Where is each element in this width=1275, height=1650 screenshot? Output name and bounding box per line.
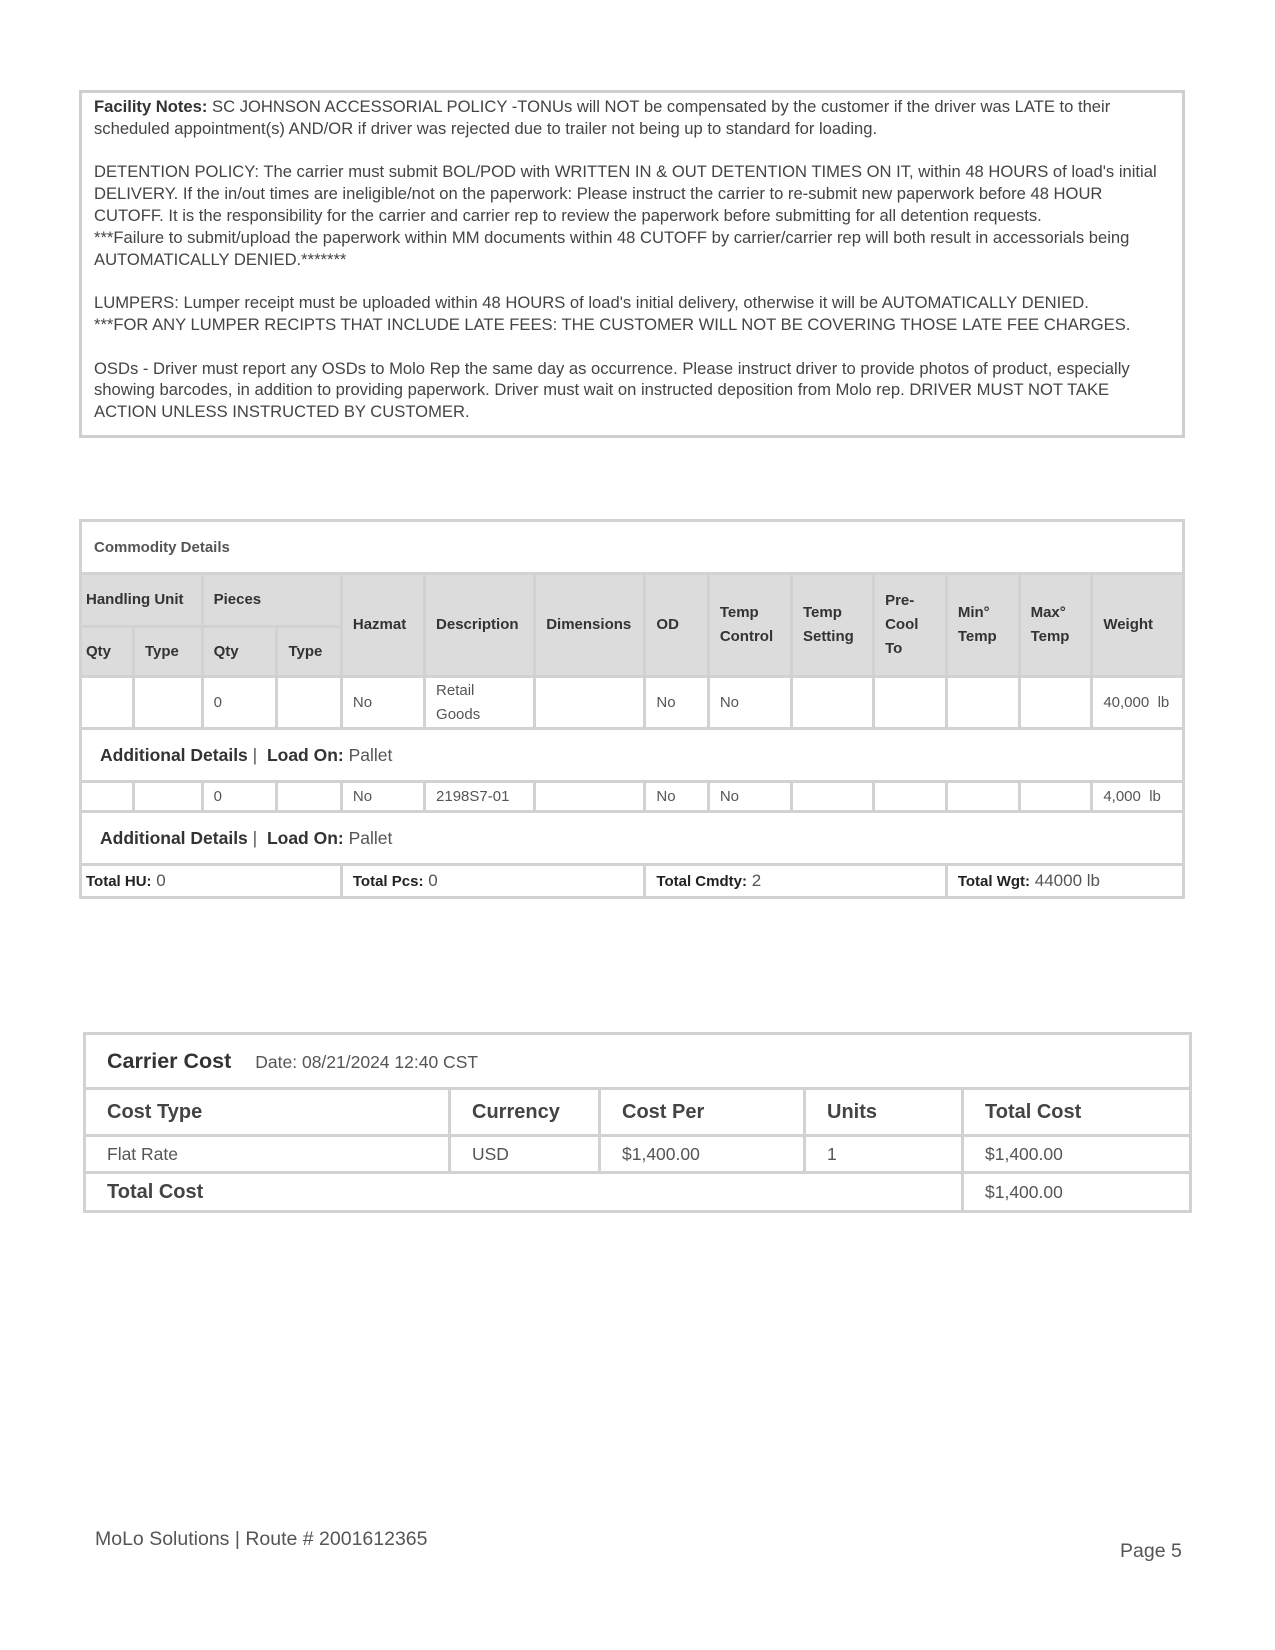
handling-unit-header: Handling Unit: [81, 574, 203, 627]
currency-cell: USD: [450, 1136, 600, 1173]
carrier-cost-title: Carrier Cost: [107, 1048, 232, 1073]
od-cell: No: [645, 782, 708, 812]
commodity-header-row: [81, 574, 1184, 627]
units-cell: 1: [805, 1136, 963, 1173]
units-header: Units: [805, 1089, 963, 1136]
carrier-cost-table: [83, 1032, 1192, 1213]
description-cell: 2198S7-01: [425, 782, 535, 812]
total-cmdty: Total Cmdty: 2: [645, 865, 946, 898]
footer-route: MoLo Solutions | Route # 2001612365: [95, 1528, 428, 1550]
cost-type-header: Cost Type: [85, 1089, 450, 1136]
total-wgt: Total Wgt: 44000 lb: [946, 865, 1183, 898]
facility-notes-intro: Facility Notes: SC JOHNSON ACCESSORIAL POLICY -TONUs will NOT be compensated by the customer if the driver was LATE to their scheduled appointment(s) AND/OR if driver was rejected due to trailer not being up to standard for loading.: [94, 97, 1111, 138]
total-hu: Total HU: 0: [81, 865, 342, 898]
cost-per-header: Cost Per: [600, 1089, 805, 1136]
total-pcs: Total Pcs: 0: [341, 865, 645, 898]
carrier-cost-header-row: [85, 1089, 1191, 1136]
commodity-details-table: [79, 519, 1185, 899]
commodity-details-title: Commodity Details: [81, 521, 1184, 574]
cost-per-cell: $1,400.00: [600, 1136, 805, 1173]
carrier-cost-total-row: [85, 1173, 1191, 1212]
od-cell: No: [645, 677, 708, 729]
pcs-type-header: Type: [277, 627, 341, 677]
totals-row: [81, 865, 1184, 898]
temp-control-cell: No: [708, 677, 791, 729]
facility-notes-label: Facility Notes:: [94, 97, 208, 116]
carrier-cost-date: Date: 08/21/2024 12:40 CST: [255, 1051, 479, 1072]
pcs-qty-header: Qty: [202, 627, 277, 677]
weight-cell: 4,000 lb: [1092, 782, 1184, 812]
facility-notes-box: [79, 90, 1185, 438]
additional-details-row: Additional Details | Load On: Pallet: [81, 729, 1184, 782]
min-temp-header: Min° Temp: [946, 574, 1019, 677]
weight-header: Weight: [1092, 574, 1184, 677]
total-cost-value: $1,400.00: [963, 1173, 1191, 1212]
temp-control-cell: No: [708, 782, 791, 812]
detention-policy: DETENTION POLICY: The carrier must submit BOL/POD with WRITTEN IN & OUT DETENTION TIMES ON IT, within 48 HOURS of load's initial DELIVERY. If the in/out times are ineligible/not on the paperwork: Please instruct the carrier to re-submit new paperwork before 48 HOUR CUTOFF. It is the responsibility for the carrier and carrier rep to review the paperwork before submitting for all detention requests. ***Failure to submit/upload the paperwork within MM documents within 48 CUTOFF by carrier/carrier rep will both result in accessorials being AUTOMATICALLY DENIED.*******: [94, 162, 1157, 269]
description-header: Description: [425, 574, 535, 677]
lumpers-policy: LUMPERS: Lumper receipt must be uploaded within 48 HOURS of load's initial delivery, otherwise it will be AUTOMATICALLY DENIED. ***FOR ANY LUMPER RECIPTS THAT INCLUDE LATE FEES: THE CUSTOMER WILL NOT BE COVERING THOSE LATE FEE CHARGES.: [94, 293, 1131, 334]
total-cost-label: Total Cost: [85, 1173, 963, 1212]
table-row: [85, 1136, 1191, 1173]
osds-policy: OSDs - Driver must report any OSDs to Molo Rep the same day as occurrence. Please instruct driver to provide photos of product, especially showing barcodes, in addition to providing paperwork. Driver must wait on instructed deposition from Molo rep. DRIVER MUST NOT TAKE ACTION UNLESS INSTRUCTED BY CUSTOMER.: [94, 358, 1130, 422]
pieces-header: Pieces: [202, 574, 341, 627]
od-header: OD: [645, 574, 708, 677]
cost-type-cell: Flat Rate: [85, 1136, 450, 1173]
description-cell: Retail Goods: [425, 677, 535, 729]
pcs-qty-cell: 0: [202, 782, 277, 812]
max-temp-header: Max° Temp: [1019, 574, 1092, 677]
hu-type-header: Type: [134, 627, 203, 677]
dimensions-header: Dimensions: [535, 574, 645, 677]
hu-qty-header: Qty: [81, 627, 134, 677]
hazmat-cell: No: [341, 677, 424, 729]
total-cost-header: Total Cost: [963, 1089, 1191, 1136]
pre-cool-header: Pre- Cool To: [874, 574, 947, 677]
additional-details-row: Additional Details | Load On: Pallet: [81, 812, 1184, 865]
temp-setting-header: Temp Setting: [791, 574, 873, 677]
pcs-qty-cell: 0: [202, 677, 277, 729]
hazmat-header: Hazmat: [341, 574, 424, 677]
currency-header: Currency: [450, 1089, 600, 1136]
hazmat-cell: No: [341, 782, 424, 812]
weight-cell: 40,000 lb: [1092, 677, 1184, 729]
total-cost-cell: $1,400.00: [963, 1136, 1191, 1173]
temp-control-header: Temp Control: [708, 574, 791, 677]
carrier-cost-title-row: [85, 1034, 1191, 1089]
page-number: Page 5: [1120, 1540, 1182, 1562]
table-row: [81, 782, 1184, 812]
table-row: [81, 677, 1184, 729]
